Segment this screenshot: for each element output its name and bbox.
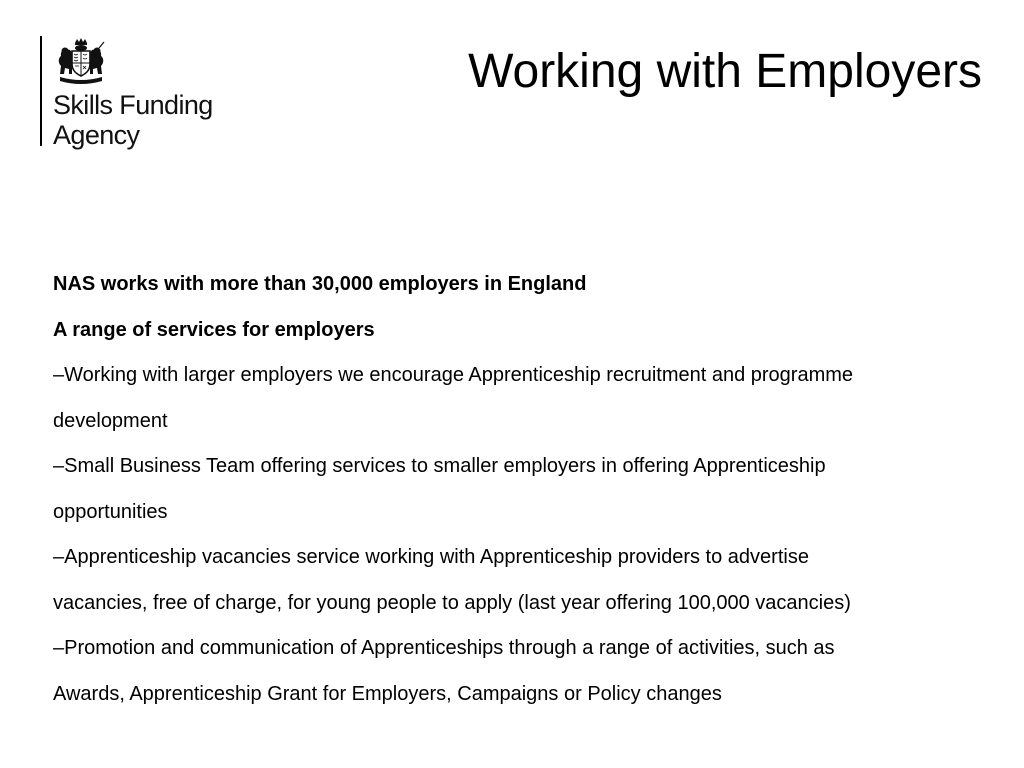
bullet-line: –Working with larger employers we encourage Apprenticeship recruitment and programme	[53, 364, 854, 386]
bullet-line: –Apprenticeship vacancies service working with Apprenticeship providers to advertise	[53, 546, 809, 568]
bullet-item	[53, 535, 983, 626]
logo-line-2: Agency	[53, 120, 140, 150]
logo-line-1: Skills Funding	[53, 90, 213, 120]
slide-title: Working with Employers	[468, 45, 982, 98]
bullet-line: –Small Business Team offering services to smaller employers in offering Apprenticeship	[53, 455, 826, 477]
logo-wordmark	[53, 90, 213, 150]
bullet-line: development	[53, 409, 168, 432]
agency-logo	[40, 36, 250, 154]
bullet-item	[53, 626, 983, 717]
bullet-line: –Promotion and communication of Apprenticeships through a range of activities, such as	[53, 637, 835, 659]
bullet-item	[53, 353, 983, 444]
bullet-item	[53, 444, 983, 535]
bullet-line: Awards, Apprenticeship Grant for Employers, Campaigns or Policy changes	[53, 682, 722, 705]
slide-body	[53, 262, 983, 717]
bullet-line: vacancies, free of charge, for young people to apply (last year offering 100,000 vacancies)	[53, 591, 851, 614]
bullet-line: opportunities	[53, 500, 168, 523]
logo-divider	[40, 36, 42, 146]
body-heading-employers: NAS works with more than 30,000 employers in England	[53, 273, 587, 295]
royal-crest-icon	[52, 36, 110, 86]
body-heading-services: A range of services for employers	[53, 318, 375, 341]
